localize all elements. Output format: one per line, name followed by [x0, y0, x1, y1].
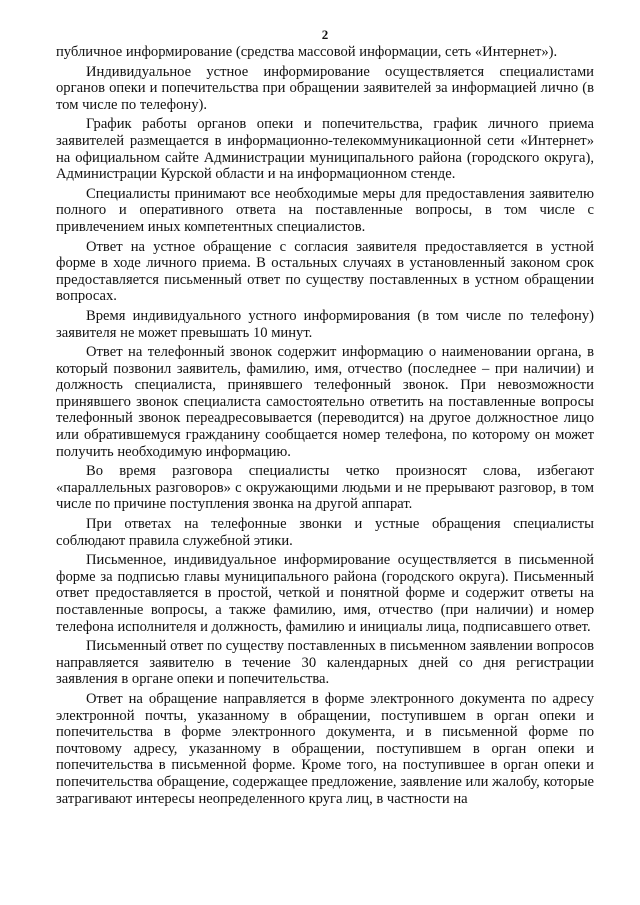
document-page	[56, 26, 594, 810]
page-number: 2	[321, 27, 329, 42]
paragraph-5: Ответ на устное обращение с согласия заявителя предоставляется в устной форме в ходе личного приема. В остальных случаях в установленный законом срок предоставляется письменный ответ по существу поставленных в устном обращении вопросах.	[56, 238, 594, 305]
paragraph-7: Ответ на телефонный звонок содержит информацию о наименовании органа, в который позвонил заявитель, фамилию, имя, отчество (последнее – при наличии) и должность специалиста, принявшего телефонный звонок. При невозможности принявшего звонок специалиста самостоятельно ответить на поставленные вопросы телефонный звонок переадресовывается (переводится) на другое должностное лицо или обратившемуся гражданину сообщается номер телефона, по которому он может получить необходимую информацию.	[56, 344, 594, 460]
paragraph-6: Время индивидуального устного информирования (в том числе по телефону) заявителя не может превышать 10 минут.	[56, 307, 594, 341]
paragraph-1: публичное информирование (средства массовой информации, сеть «Интернет»).	[56, 44, 558, 60]
paragraph-11: Письменный ответ по существу поставленных в письменном заявлении вопросов направляется заявителю в течение 30 календарных дней со дня регистрации заявления в органе опеки и попечительства.	[56, 638, 594, 688]
paragraph-9: При ответах на телефонные звонки и устные обращения специалисты соблюдают правила служебной этики.	[56, 516, 594, 549]
paragraph-12: Ответ на обращение направляется в форме электронного документа по адресу электронной почты, указанному в обращении, поступившем в орган опеки и попечительства в форме электронного документа, и в письменной форме по почтовому адресу, указанному в обращении, поступившем в орган опеки и попечительства в письменной форме. Кроме того, на поступившее в орган опеки и попечительства обращение, содержащее предложение, заявление или жалобу, которые затрагивают интересы неопределенного круга лиц, в частности на	[56, 690, 594, 807]
paragraph-8: Во время разговора специалисты четко произносят слова, избегают «параллельных разговоров» с окружающими людьми и не прерывают разговор, в том числе по причине поступления звонка на другой аппарат.	[56, 463, 594, 513]
paragraph-3: График работы органов опеки и попечительства, график личного приема заявителей размещается в информационно-телекоммуникационной сети «Интернет» на официальном сайте Администрации муниципального района (городского округа), Администрации Курской области и на информационном стенде.	[56, 116, 594, 183]
paragraph-2: Индивидуальное устное информирование осуществляется специалистами органов опеки и попечительства при обращении заявителей за информацией лично (в том числе по телефону).	[56, 63, 594, 113]
paragraph-10: Письменное, индивидуальное информирование осуществляется в письменной форме за подписью главы муниципального района (городского округа). Письменный ответ предоставляется в простой, четкой и понятной форме и содержит ответы на поставленные вопросы, а также фамилию, имя, отчество (при наличии) и номер телефона исполнителя и должность, фамилию и инициалы лица, подписавшего ответ.	[56, 552, 594, 635]
paragraph-4: Специалисты принимают все необходимые меры для предоставления заявителю полного и оперативного ответа на поставленные вопросы, в том числе с привлечением иных компетентных специалистов.	[56, 185, 594, 235]
